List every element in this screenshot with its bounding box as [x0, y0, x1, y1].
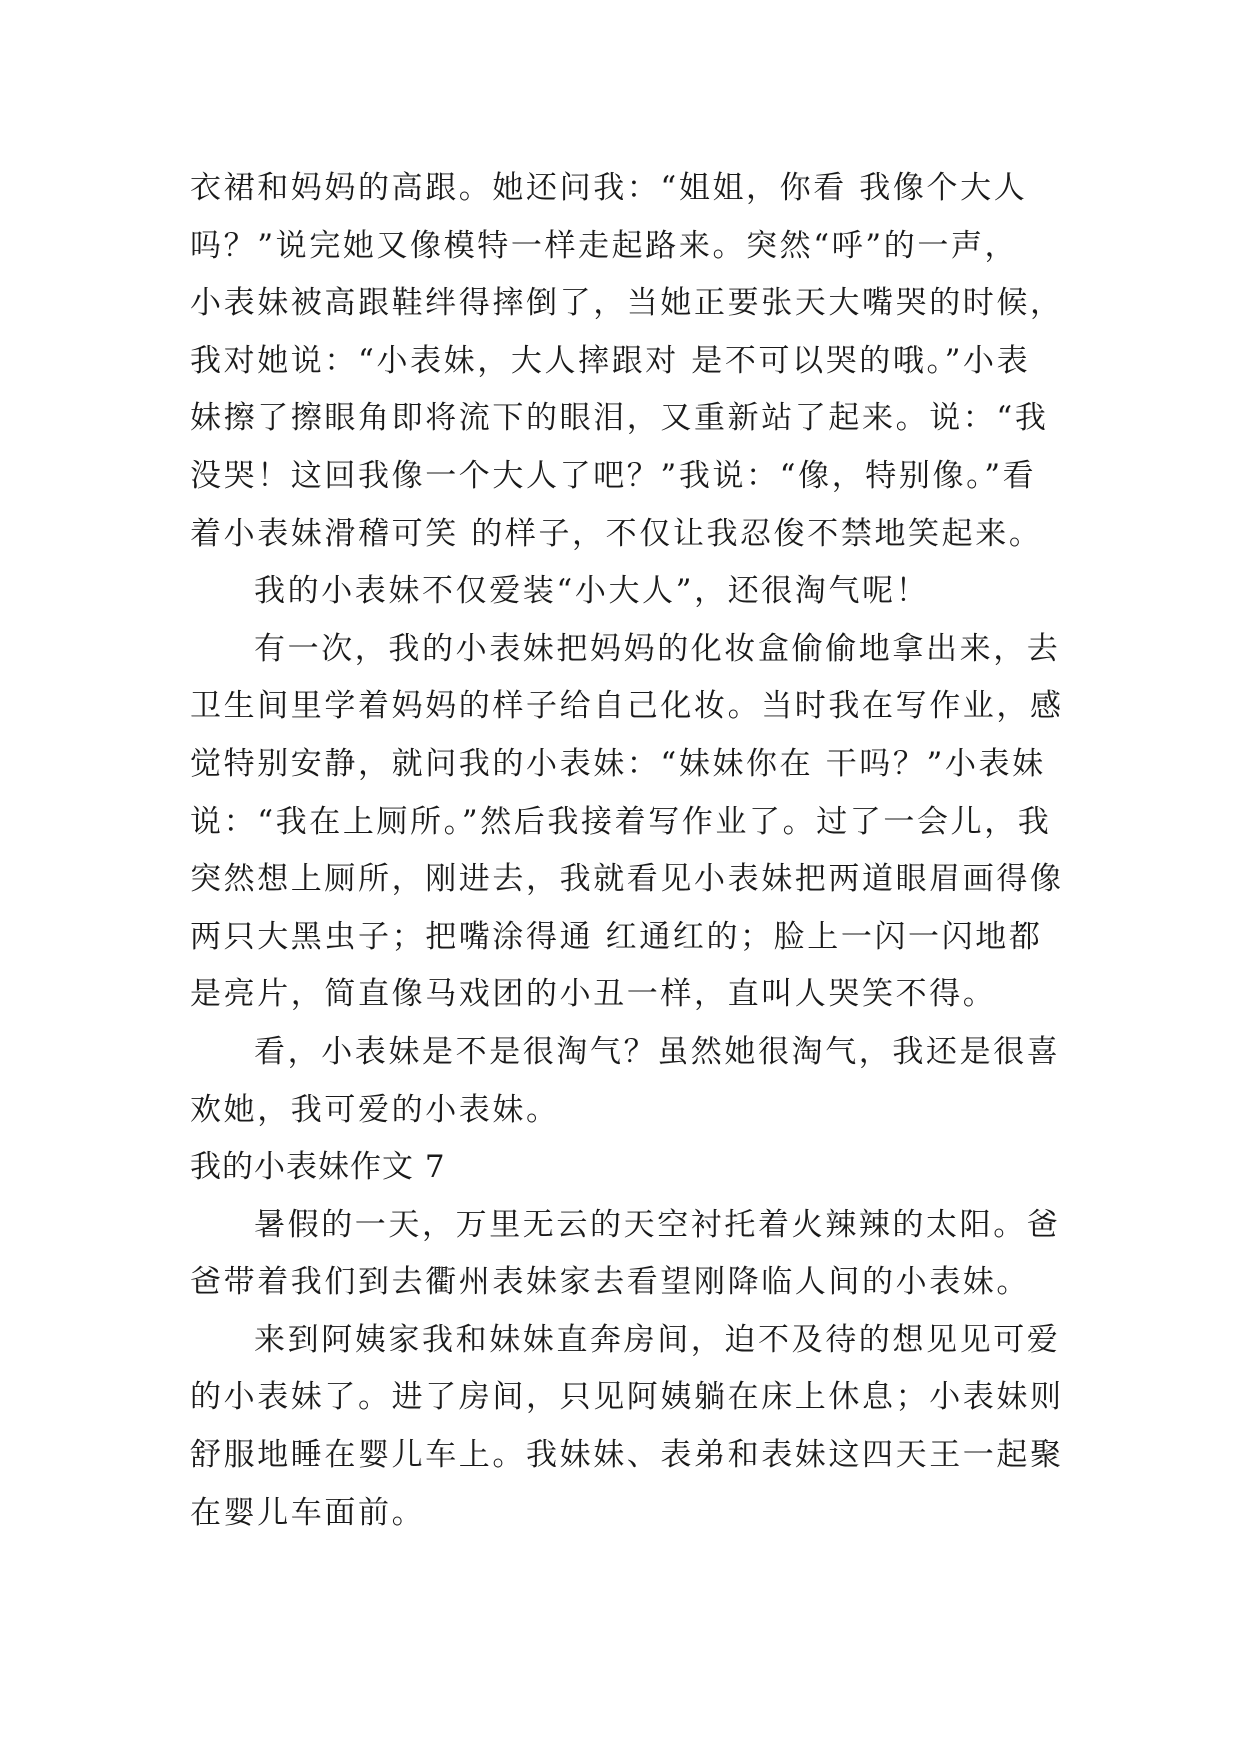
- text-line: 卫生间里学着妈妈的样子给自己化妆。当时我在写作业，感: [190, 688, 1064, 725]
- text-line: 两只大黑虫子；把嘴涂得通 红通红的；脸上一闪一闪地都: [190, 918, 1043, 955]
- text-line: 欢她，我可爱的小表妹。: [190, 1091, 560, 1128]
- text-line: 小表妹被高跟鞋绊得摔倒了，当她正要张天大嘴哭的时候，: [190, 285, 1064, 322]
- text-line: 看，小表妹是不是很淘气？虽然她很淘气，我还是很喜: [254, 1033, 1061, 1070]
- text-line: 突然想上厕所，刚进去，我就看见小表妹把两道眼眉画得像: [190, 861, 1064, 898]
- text-line: 觉特别安静，就问我的小表妹：“妹妹你在 干吗？”小表妹: [190, 745, 1046, 782]
- text-line: 吗？”说完她又像模特一样走起路来。突然“呼”的一声，: [190, 227, 1019, 264]
- text-line: 爸带着我们到去衢州表妹家去看望刚降临人间的小表妹。: [190, 1264, 1030, 1301]
- text-line: 说：“我在上厕所。”然后我接着写作业了。过了一会儿，我: [190, 803, 1052, 840]
- text-line: 衣裙和妈妈的高跟。她还问我：“姐姐，你看 我像个大人: [190, 170, 1028, 206]
- text-line: 我对她说：“小表妹，大人摔跟对 是不可以哭的哦。”小表: [190, 342, 1031, 379]
- text-line: 在婴儿车面前。: [190, 1494, 426, 1531]
- text-line: 暑假的一天，万里无云的天空衬托着火辣辣的太阳。爸: [254, 1206, 1061, 1243]
- document-body: [190, 160, 1070, 1542]
- text-line: 舒服地睡在婴儿车上。我妹妹、表弟和表妹这四天王一起聚: [190, 1437, 1064, 1474]
- text-line: 有一次，我的小表妹把妈妈的化妆盒偷偷地拿出来，去: [254, 630, 1061, 667]
- text-line: 着小表妹滑稽可笑 的样子，不仅让我忍俊不禁地笑起来。: [190, 515, 1043, 552]
- section-heading: 我的小表妹作文 7: [190, 1149, 446, 1186]
- text-line: 妹擦了擦眼角即将流下的眼泪，又重新站了起来。说：“我: [190, 400, 1049, 437]
- text-line: 我的小表妹不仅爱装“小大人”，还很淘气呢！: [254, 573, 930, 610]
- text-line: 是亮片，简直像马戏团的小丑一样，直叫人哭笑不得。: [190, 976, 997, 1013]
- text-line: 没哭！这回我像一个大人了吧？”我说：“像，特别像。”看: [190, 457, 1037, 494]
- text-line: 的小表妹了。进了房间，只见阿姨躺在床上休息；小表妹则: [190, 1379, 1064, 1416]
- text-line: 来到阿姨家我和妹妹直奔房间，迫不及待的想见见可爱: [254, 1321, 1061, 1358]
